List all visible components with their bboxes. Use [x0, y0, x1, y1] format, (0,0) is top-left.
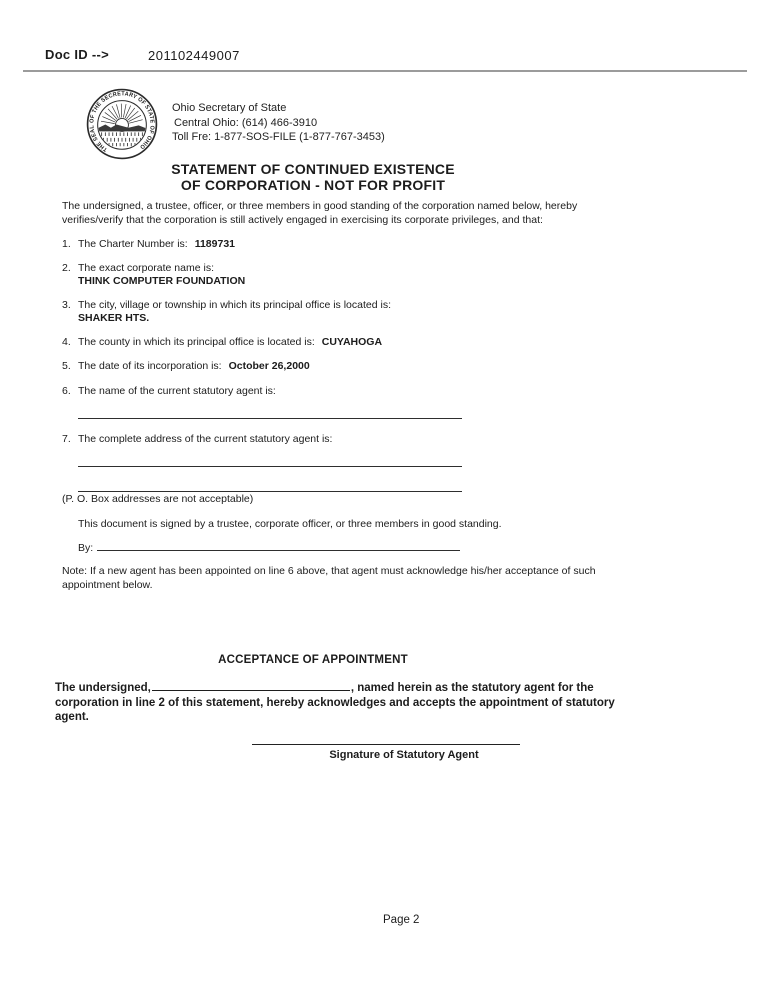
acceptance-text-before: The undersigned, [55, 682, 151, 694]
item-6-number: 6. [62, 385, 71, 397]
item-6-label: The name of the current statutory agent is: [78, 385, 276, 397]
by-line [78, 541, 460, 554]
agency-contact-block [172, 101, 385, 145]
by-blank-line [97, 541, 460, 551]
item-1-label: The Charter Number is: [78, 238, 188, 250]
item-1-value: 1189731 [194, 238, 236, 250]
signature-label: Signature of Statutory Agent [329, 749, 479, 761]
item-1-number: 1. [62, 238, 71, 250]
agency-name: Ohio Secretary of State [172, 102, 287, 114]
item-2-number: 2. [62, 262, 71, 274]
item-2-label: The exact corporate name is: [78, 262, 214, 274]
item-5-value: October 26,2000 [228, 360, 310, 372]
acceptance-heading: ACCEPTANCE OF APPOINTMENT [218, 654, 408, 666]
item-2-value: THINK COMPUTER FOUNDATION [78, 275, 246, 287]
page-number: Page 2 [383, 914, 420, 926]
item-4-value: CUYAHOGA [321, 336, 383, 348]
signature-line [252, 744, 520, 745]
header-divider [23, 70, 747, 72]
item-5-label: The date of its incorporation is: [78, 360, 222, 372]
item-5 [78, 360, 310, 373]
item-6-blank-line [78, 418, 462, 419]
acceptance-text-after: , named herein as the statutory agent for the corporation in line 2 of this statement, hereby acknowledges and accepts the appointment of statutory agent. [55, 682, 615, 724]
note-paragraph: Note: If a new agent has been appointed on line 6 above, that agent must acknowledge his/her acceptance of such appointment below. [62, 565, 596, 591]
item-7-label: The complete address of the current statutory agent is: [78, 433, 333, 445]
seal-ring-text: THE SEAL OF THE SECRETARY OF STATE OF OHIO [89, 91, 155, 153]
form-title-line-1: STATEMENT OF CONTINUED EXISTENCE [171, 161, 455, 177]
item-5-number: 5. [62, 360, 71, 372]
intro-paragraph: The undersigned, a trustee, officer, or three members in good standing of the corporation named below, hereby verifies/verify that the corporation is still actively engaged in exercising its corporate privileges, and that: [62, 200, 578, 226]
by-label: By: [78, 542, 94, 554]
item-4 [78, 336, 382, 349]
doc-id-label: Doc ID --> [45, 47, 110, 62]
item-1 [78, 238, 235, 251]
item-3-value: SHAKER HTS. [78, 312, 150, 324]
item-3-label: The city, village or township in which its principal office is located is: [78, 299, 392, 311]
doc-id-value: 201102449007 [148, 48, 240, 63]
item-3-number: 3. [62, 299, 71, 311]
po-box-note: (P. O. Box addresses are not acceptable) [62, 493, 254, 505]
item-4-label: The county in which its principal office is located is: [78, 336, 315, 348]
ohio-secretary-of-state-seal [84, 87, 160, 161]
form-title-line-2: OF CORPORATION - NOT FOR PROFIT [180, 176, 446, 193]
acceptance-blank-line [152, 681, 350, 691]
form-title [63, 162, 563, 193]
item-7-blank-line-1 [78, 466, 462, 467]
agency-phone-tollfree: Toll Fre: 1-877-SOS-FILE (1-877-767-3453) [172, 131, 385, 143]
acceptance-paragraph [55, 681, 647, 725]
item-4-number: 4. [62, 336, 71, 348]
signing-statement: This document is signed by a trustee, corporate officer, or three members in good standing. [78, 518, 502, 530]
seal-rising-sun-emblem [97, 104, 147, 147]
item-7-blank-line-2 [78, 491, 462, 492]
item-7-number: 7. [62, 433, 71, 445]
agency-phone-central: Central Ohio: (614) 466-3910 [174, 116, 318, 129]
